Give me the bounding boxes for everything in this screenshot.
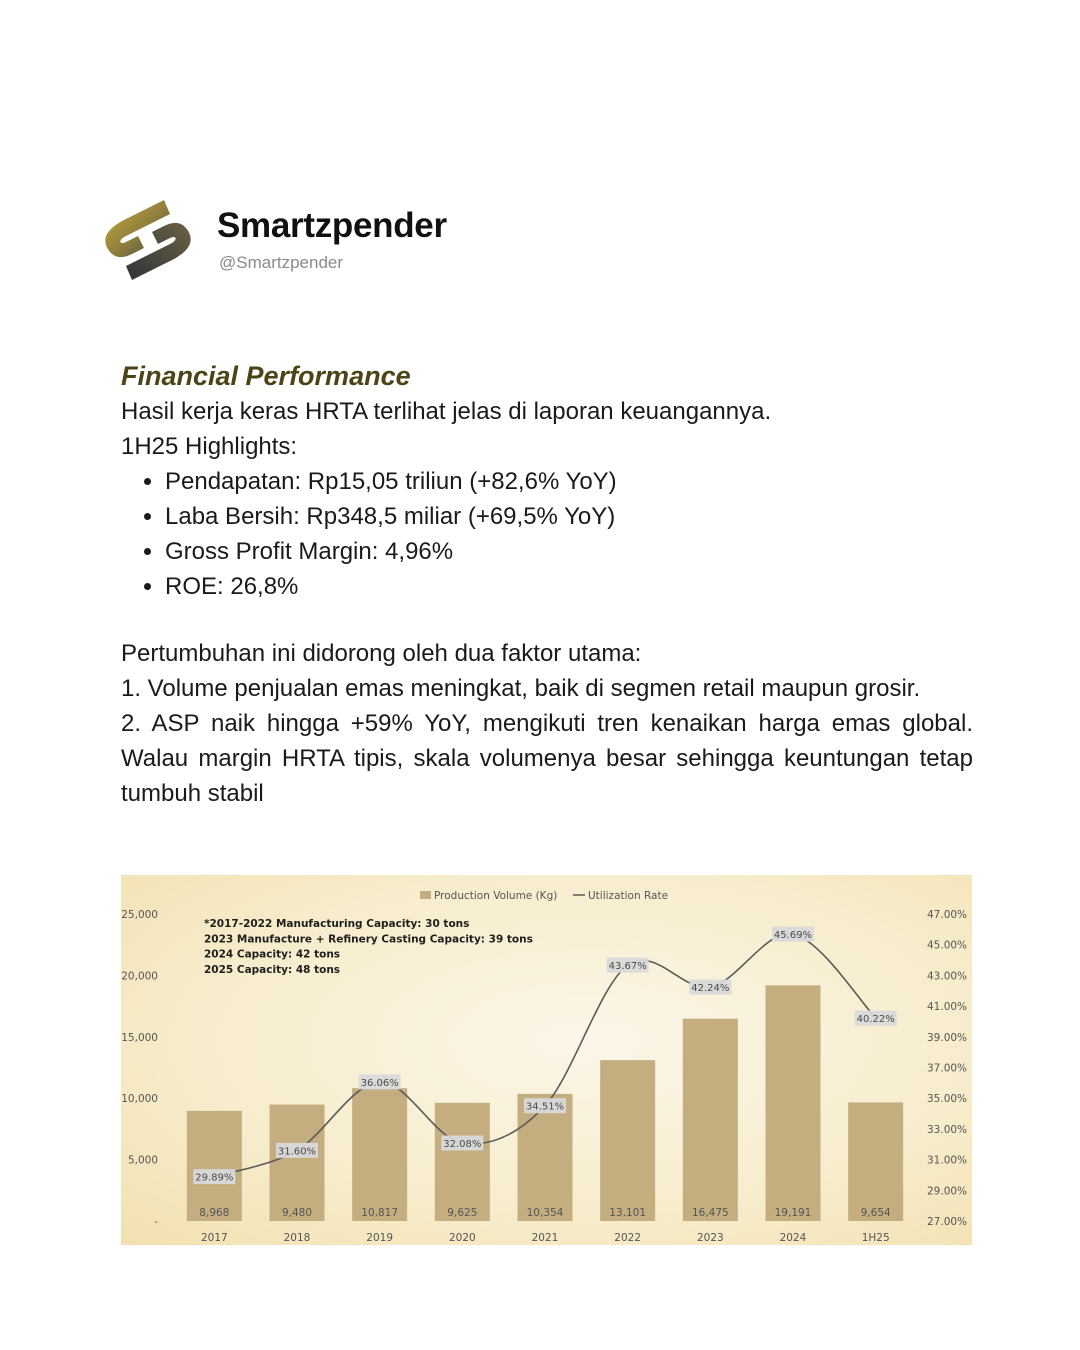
bar-2023 [683, 1019, 738, 1221]
bar-value-label: 9,654 [860, 1207, 891, 1219]
chart-canvas [121, 875, 972, 1245]
left-axis-tick-label: 20,000 [121, 970, 158, 983]
list-item: • Pendapatan: Rp15,05 triliun (+82,6% YoY) [165, 464, 973, 499]
right-axis-tick-label: 45.00% [927, 939, 968, 952]
brand-name: Smartzpender [217, 206, 447, 245]
intro-text: Hasil kerja keras HRTA terlihat jelas di laporan keuangannya. [121, 398, 772, 425]
driver-1: 1. Volume penjualan emas meningkat, baik di segmen retail maupun grosir. [121, 675, 921, 702]
x-tick-label: 1H25 [861, 1232, 890, 1244]
utilization-label: 40.22% [856, 1014, 895, 1026]
utilization-label: 42.24% [691, 983, 730, 995]
utilization-label: 36.06% [360, 1077, 399, 1089]
utilization-label: 31.60% [277, 1146, 317, 1158]
profile-header [98, 196, 698, 286]
right-axis-tick-label: 31.00% [927, 1154, 968, 1167]
bar-value-label: 10,817 [361, 1207, 399, 1219]
utilization-label: 45.69% [773, 930, 813, 942]
x-tick-label: 2019 [366, 1232, 394, 1244]
left-axis-tick-label: 5,000 [127, 1154, 158, 1167]
bar-value-label: 19,191 [774, 1207, 812, 1219]
bar-1H25 [848, 1102, 903, 1221]
right-axis-tick-label: 47.00% [927, 909, 968, 921]
highlights-list [121, 464, 973, 604]
section-title: Financial Performance [121, 361, 411, 391]
legend-label-utilization: Utilization Rate [588, 890, 669, 902]
bar-2019 [352, 1088, 407, 1221]
bar-value-label: 16,475 [691, 1207, 729, 1219]
x-tick-label: 2021 [531, 1232, 559, 1244]
right-axis-tick-label: 35.00% [927, 1093, 968, 1106]
post-content [121, 358, 973, 811]
capacity-note: 2024 Capacity: 42 tons [204, 948, 341, 961]
capacity-note: 2023 Manufacture + Refinery Casting Capacity: 39 tons [204, 933, 533, 946]
bar-value-label: 9,625 [447, 1207, 478, 1219]
x-tick-label: 2020 [448, 1232, 476, 1244]
utilization-label: 34.51% [525, 1101, 565, 1113]
utilization-label: 43.67% [608, 961, 647, 973]
left-axis-tick-label: 25,000 [121, 909, 158, 921]
x-tick-label: 2024 [779, 1232, 807, 1244]
bar-value-label: 8,968 [199, 1207, 230, 1219]
right-axis-tick-label: 43.00% [927, 970, 968, 983]
legend-label-volume: Production Volume (Kg) [434, 890, 558, 902]
x-tick-label: 2018 [283, 1232, 311, 1244]
drivers-intro: Pertumbuhan ini didorong oleh dua faktor utama: [121, 640, 642, 667]
highlights-label: 1H25 Highlights: [121, 433, 298, 460]
x-tick-label: 2023 [696, 1232, 724, 1244]
x-tick-label: 2022 [614, 1232, 642, 1244]
left-axis-tick-label: 10,000 [121, 1093, 158, 1106]
production-chart [121, 875, 972, 1245]
bar-2022 [600, 1060, 655, 1221]
list-item: • Gross Profit Margin: 4,96% [165, 534, 973, 569]
right-axis-tick-label: 27.00% [927, 1216, 968, 1228]
right-axis-tick-label: 37.00% [927, 1062, 968, 1075]
capacity-note: 2025 Capacity: 48 tons [204, 963, 341, 976]
bar-2020 [435, 1103, 490, 1221]
bar-value-label: 10,354 [526, 1207, 564, 1219]
right-axis-tick-label: 39.00% [927, 1031, 968, 1044]
bar-2018 [270, 1105, 325, 1221]
brand-handle: @Smartzpender [219, 253, 344, 272]
utilization-label: 32.08% [443, 1139, 482, 1151]
list-item: • Laba Bersih: Rp348,5 miliar (+69,5% YoY) [165, 499, 973, 534]
right-axis-tick-label: 29.00% [927, 1185, 968, 1198]
list-item: • ROE: 26,8% [165, 569, 973, 604]
bar-2024 [766, 985, 821, 1221]
capacity-note: *2017-2022 Manufacturing Capacity: 30 tons [204, 918, 470, 930]
smartzpender-logo-icon [98, 196, 198, 284]
x-tick-label: 2017 [200, 1232, 228, 1244]
utilization-label: 29.89% [195, 1172, 234, 1184]
bar-value-label: 9,480 [281, 1207, 313, 1219]
right-axis-tick-label: 33.00% [927, 1123, 968, 1136]
left-axis-tick-label: 15,000 [121, 1031, 158, 1044]
legend-swatch-volume [420, 891, 431, 899]
bar-2017 [187, 1111, 242, 1221]
right-axis-tick-label: 41.00% [927, 1001, 968, 1014]
left-axis-tick-label: - [154, 1216, 158, 1228]
bar-value-label: 13,101 [609, 1207, 647, 1219]
driver-2: 2. ASP naik hingga +59% YoY, mengikuti tren kenaikan harga emas global. Walau margin HRTA tipis, skala volumenya besar sehingga keuntungan tetap tumbuh stabil [121, 710, 973, 807]
